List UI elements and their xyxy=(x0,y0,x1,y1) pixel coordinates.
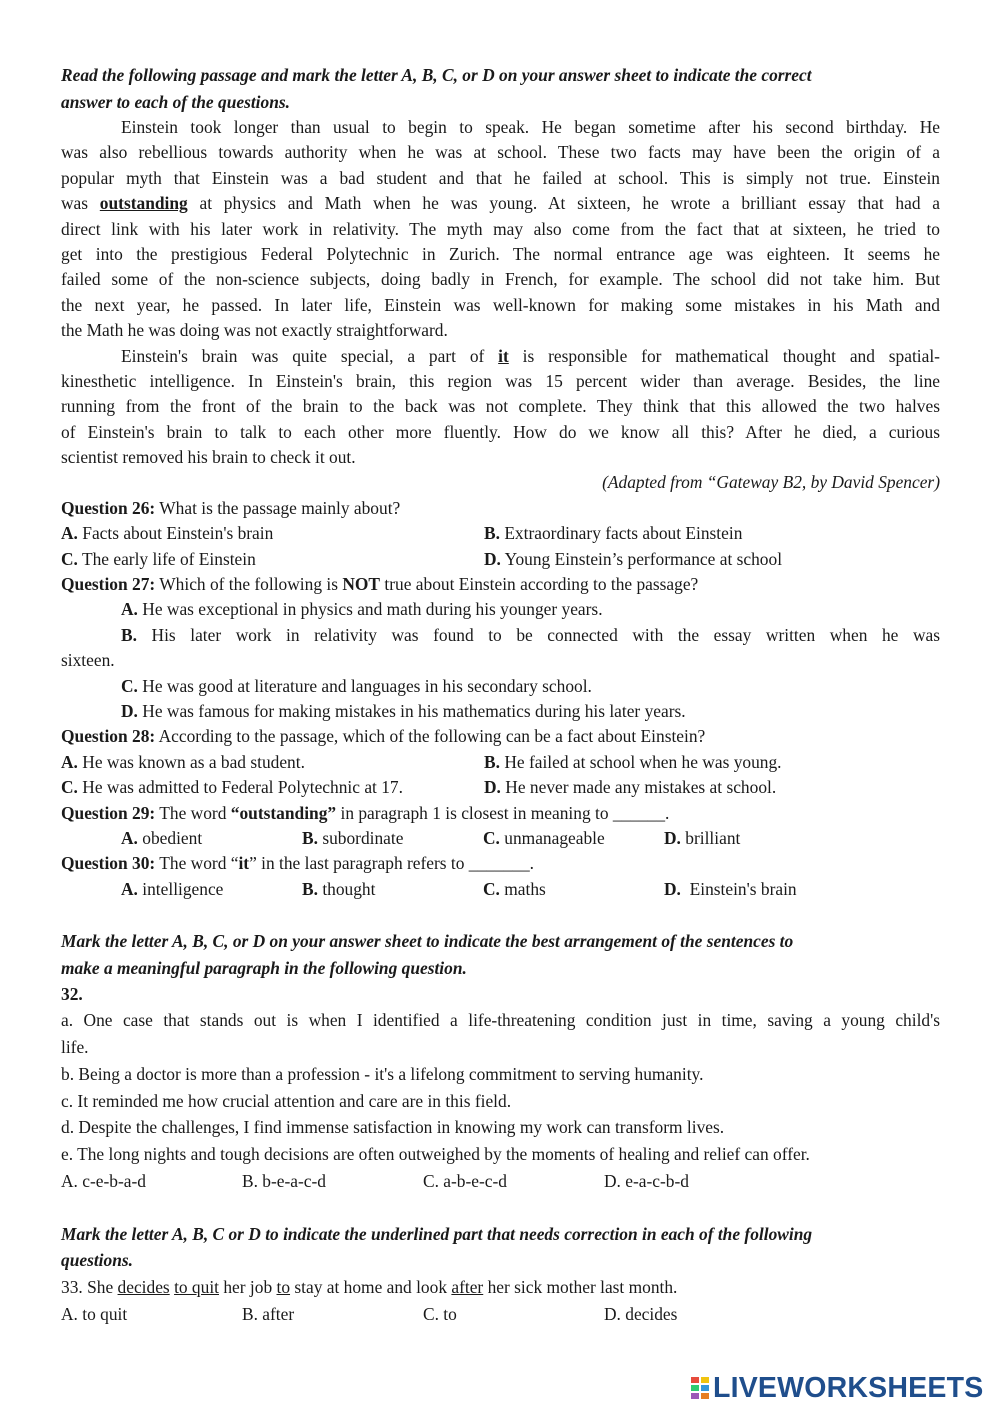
question-stem xyxy=(61,572,940,597)
underlined-part: after xyxy=(451,1276,484,1297)
option-b[interactable] xyxy=(302,826,483,851)
brand-text: LIVEWORKSHEETS xyxy=(713,1371,984,1404)
passage-line: running from the front of the brain to the back was not complete. They think that this allowed the two halves xyxy=(61,396,940,417)
option-d[interactable]: D. e-a-c-b-d xyxy=(604,1170,689,1191)
option-b[interactable] xyxy=(61,623,940,674)
option-letter: B. xyxy=(484,523,500,544)
passage-line: kinesthetic intelligence. In Einstein's brain, this region was 15 percent wider than average. Besides, the line xyxy=(61,370,940,391)
option-letter: B. xyxy=(302,827,318,848)
worksheet-page xyxy=(61,62,940,1328)
option-a[interactable] xyxy=(61,521,484,546)
option-d[interactable] xyxy=(484,547,940,572)
option-d[interactable] xyxy=(664,826,845,851)
spacer xyxy=(61,902,940,928)
option-text: The early life of Einstein xyxy=(81,548,256,569)
underlined-word-outstanding: outstanding xyxy=(99,193,188,214)
question-text: The word “ xyxy=(159,853,239,874)
question-27 xyxy=(61,572,940,724)
option-c[interactable] xyxy=(483,826,664,851)
option-text: He was known as a bad student. xyxy=(82,751,305,772)
option-letter: D. xyxy=(664,827,681,848)
option-b[interactable]: B. b-e-a-c-d xyxy=(242,1170,327,1191)
question-text: What is the passage mainly about? xyxy=(159,497,401,518)
options-row xyxy=(61,547,940,572)
sentence-a-cont: life. xyxy=(61,1036,89,1057)
question-stem xyxy=(61,724,940,749)
question-label: Question 27: xyxy=(61,574,156,595)
passage-line: failed some of the non-science subjects, doing badly in French, for example. The school did not take him. But xyxy=(61,269,940,290)
option-letter: A. xyxy=(121,599,138,620)
option-a[interactable]: A. to quit xyxy=(61,1303,128,1324)
option-text: He was good at literature and languages in his secondary school. xyxy=(142,675,592,696)
sentence-list xyxy=(61,1007,940,1195)
option-b[interactable] xyxy=(484,750,940,775)
underlined-word-it: it xyxy=(498,345,509,366)
options-row xyxy=(61,826,940,851)
option-d[interactable] xyxy=(61,699,940,724)
reading-instruction xyxy=(61,62,940,115)
option-text: He was famous for making mistakes in his mathematics during his later years. xyxy=(142,700,686,721)
option-text: unmanageable xyxy=(504,827,605,848)
option-c[interactable] xyxy=(61,674,940,699)
option-d[interactable]: D. decides xyxy=(604,1303,678,1324)
sentence-e: e. The long nights and tough decisions are often outweighed by the moments of healing and relief can offer. xyxy=(61,1144,810,1165)
option-letter: C. xyxy=(483,878,500,899)
option-letter: D. xyxy=(484,777,501,798)
instruction-line: make a meaningful paragraph in the following question. xyxy=(61,957,467,978)
passage-text: Einstein's brain was quite special, a part of xyxy=(121,345,485,366)
passage-line: scientist removed his brain to check it out. xyxy=(61,447,356,468)
question-text: true about Einstein according to the passage? xyxy=(384,574,699,595)
options-row xyxy=(61,1168,940,1195)
underlined-part: decides xyxy=(117,1276,170,1297)
question-33 xyxy=(61,1274,940,1301)
options-row xyxy=(61,750,940,775)
option-letter: C. xyxy=(483,827,500,848)
passage-text: at physics and Math when he was young. At sixteen, he wrote a brilliant essay that had a xyxy=(199,193,940,214)
option-letter: C. xyxy=(121,675,138,696)
question-text: 33. She xyxy=(61,1276,114,1297)
arrangement-section xyxy=(61,928,940,1195)
passage-line: the Math he was doing was not exactly straightforward. xyxy=(61,320,448,341)
option-b[interactable] xyxy=(484,521,940,546)
instruction-line: questions. xyxy=(61,1250,133,1271)
option-text: His later work in relativity was found to be connected with the essay written when he was xyxy=(151,624,940,645)
question-text: ” in the last paragraph refers to _______. xyxy=(249,853,535,874)
question-stem xyxy=(61,496,940,521)
option-d[interactable] xyxy=(484,775,940,800)
option-letter: A. xyxy=(121,878,138,899)
option-c[interactable]: C. to xyxy=(423,1303,457,1324)
option-c[interactable] xyxy=(61,775,484,800)
underlined-part: to quit xyxy=(174,1276,219,1297)
passage-paragraph-2 xyxy=(61,344,940,496)
option-b[interactable]: B. after xyxy=(242,1303,295,1324)
liveworksheets-logo-icon xyxy=(690,1375,710,1401)
option-letter: C. xyxy=(61,777,78,798)
question-26 xyxy=(61,496,940,572)
passage-line: direct link with his later work in relativity. The myth may also come from the fact that at sixteen, he tried to xyxy=(61,218,940,239)
options-row xyxy=(61,521,940,546)
option-a[interactable] xyxy=(121,877,302,902)
option-text: He was exceptional in physics and math during his younger years. xyxy=(142,599,603,620)
sentence-b: b. Being a doctor is more than a profession - it's a lifelong commitment to serving humanity. xyxy=(61,1063,704,1084)
option-line xyxy=(61,623,940,648)
passage-line: get into the prestigious Federal Polytechnic in Zurich. The normal entrance age was eighteen. It seems he xyxy=(61,243,940,264)
question-label: Question 30: xyxy=(61,853,156,874)
question-text: Which of the following is xyxy=(159,574,338,595)
question-text: her job xyxy=(223,1276,273,1297)
option-d[interactable] xyxy=(664,877,845,902)
option-line: sixteen. xyxy=(61,650,115,671)
liveworksheets-footer[interactable] xyxy=(690,1372,983,1404)
option-a[interactable] xyxy=(61,750,484,775)
correction-instruction xyxy=(61,1221,940,1274)
question-label: Question 29: xyxy=(61,802,156,823)
question-emphasis: “outstanding” xyxy=(230,802,337,823)
question-text: stay at home and look xyxy=(294,1276,448,1297)
option-c[interactable]: C. a-b-e-c-d xyxy=(423,1170,508,1191)
sentence-c: c. It reminded me how crucial attention and care are in this field. xyxy=(61,1090,512,1111)
option-a[interactable] xyxy=(121,826,302,851)
question-emphasis: NOT xyxy=(342,574,381,595)
passage-line: was also rebellious towards authority when he was at school. These two facts may have been the origin of a xyxy=(61,142,940,163)
instruction-line: answer to each of the questions. xyxy=(61,91,290,112)
option-letter: D. xyxy=(121,700,138,721)
passage-paragraph-1 xyxy=(61,115,940,344)
option-letter: A. xyxy=(121,827,138,848)
option-c[interactable] xyxy=(61,547,484,572)
question-number: 32. xyxy=(61,984,83,1005)
option-text: He never made any mistakes at school. xyxy=(505,777,777,798)
question-text: in paragraph 1 is closest in meaning to ______. xyxy=(340,802,670,823)
option-letter: B. xyxy=(302,878,318,899)
passage-text: is responsible for mathematical thought and spatial- xyxy=(522,345,940,366)
instruction-line: Mark the letter A, B, C or D to indicate the underlined part that needs correction in each of the following xyxy=(61,1223,813,1244)
question-text: her sick mother last month. xyxy=(487,1276,678,1297)
passage-text: was xyxy=(61,193,89,214)
option-letter: D. xyxy=(664,878,681,899)
option-text: thought xyxy=(322,878,376,899)
option-text: He failed at school when he was young. xyxy=(504,751,782,772)
option-letter: B. xyxy=(121,624,137,645)
option-text: brilliant xyxy=(685,827,741,848)
option-letter: A. xyxy=(61,751,78,772)
options-row xyxy=(61,775,940,800)
option-text: obedient xyxy=(142,827,203,848)
passage-line xyxy=(61,191,940,216)
option-letter: A. xyxy=(61,523,78,544)
question-label: Question 26: xyxy=(61,497,156,518)
passage-line xyxy=(61,344,940,369)
passage-line: Einstein took longer than usual to begin to speak. He began sometime after his second birthday. He xyxy=(121,117,940,137)
options-row xyxy=(61,877,940,902)
option-b[interactable] xyxy=(302,877,483,902)
passage-line: of Einstein's brain to talk to each other more fluently. How do we know all this? After he died, a curious xyxy=(61,421,940,442)
question-text: According to the passage, which of the following can be a fact about Einstein? xyxy=(158,726,706,747)
option-text: He was admitted to Federal Polytechnic at 17. xyxy=(82,777,403,798)
option-letter: B. xyxy=(484,751,500,772)
option-text: subordinate xyxy=(322,827,404,848)
option-text: maths xyxy=(504,878,546,899)
question-30 xyxy=(61,851,940,902)
option-text: Young Einstein’s performance at school xyxy=(504,548,783,569)
question-label: Question 28: xyxy=(61,726,156,747)
option-letter: D. xyxy=(484,548,501,569)
sentence-a: a. One case that stands out is when I identified a life-threatening condition just in time, saving a young child's xyxy=(61,1010,940,1031)
arrangement-instruction xyxy=(61,928,940,981)
correction-section xyxy=(61,1221,940,1328)
option-text: Extraordinary facts about Einstein xyxy=(504,523,743,544)
instruction-line: Read the following passage and mark the letter A, B, C, or D on your answer sheet to indicate the correct xyxy=(61,65,812,85)
passage-line: the next year, he passed. In later life, Einstein was well-known for making some mistakes in his Math and xyxy=(61,294,940,315)
options-row xyxy=(61,1301,940,1328)
question-emphasis: it xyxy=(238,853,250,874)
option-text: Einstein's brain xyxy=(685,878,797,899)
option-c[interactable] xyxy=(483,877,664,902)
option-a[interactable] xyxy=(61,597,940,622)
sentence-d: d. Despite the challenges, I find immense satisfaction in knowing my work can transform lives. xyxy=(61,1117,725,1138)
passage-source: (Adapted from “Gateway B2, by David Spencer) xyxy=(602,472,940,493)
option-a[interactable]: A. c-e-b-a-d xyxy=(61,1170,146,1191)
question-text: The word xyxy=(159,802,227,823)
underlined-part: to xyxy=(276,1276,291,1297)
passage-line: popular myth that Einstein was a bad student and that he failed at school. This is simply not true. Einstein xyxy=(61,167,940,188)
question-29 xyxy=(61,801,940,852)
question-stem xyxy=(61,801,940,826)
spacer xyxy=(61,1195,940,1221)
instruction-line: Mark the letter A, B, C, or D on your answer sheet to indicate the best arrangement of the sentences to xyxy=(61,931,794,952)
option-text: Facts about Einstein's brain xyxy=(82,523,274,544)
question-stem xyxy=(61,851,940,876)
option-letter: C. xyxy=(61,548,78,569)
option-text: intelligence xyxy=(142,878,224,899)
question-28 xyxy=(61,724,940,800)
